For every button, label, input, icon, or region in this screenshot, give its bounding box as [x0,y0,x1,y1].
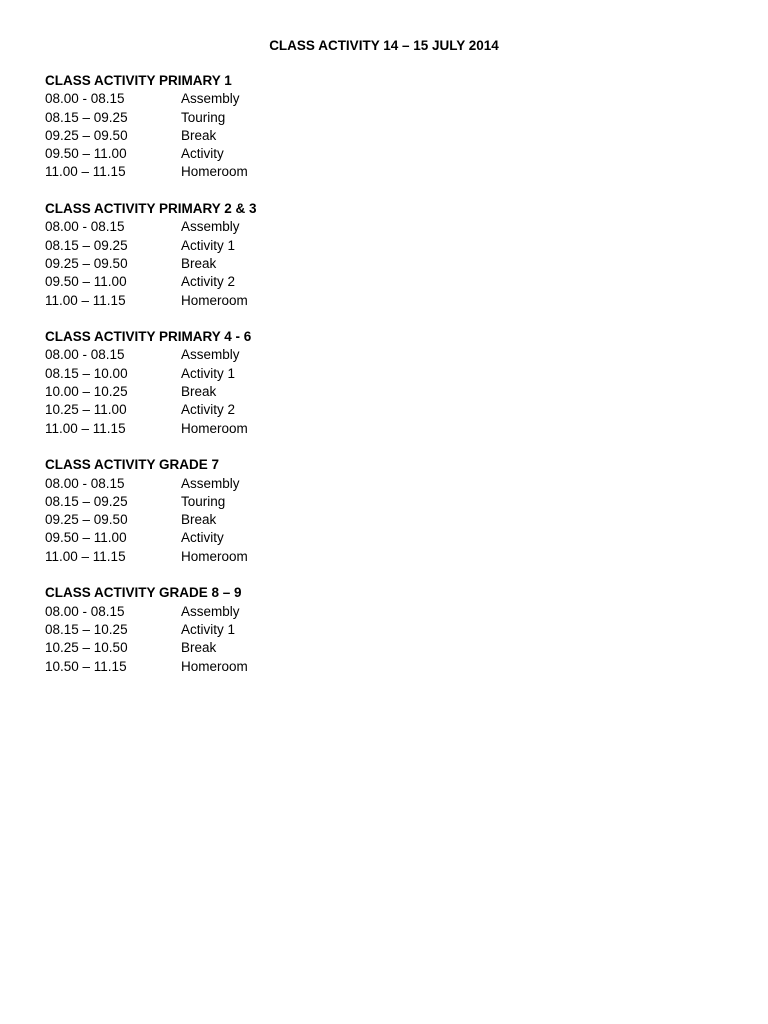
schedule-row [45,621,645,639]
schedule-section-grade-7 [45,456,645,566]
time-range: 08.00 - 08.15 [45,219,125,235]
time-range: 11.00 – 11.15 [45,292,126,308]
time-range: 09.25 – 09.50 [45,127,128,143]
schedule-row [45,603,645,621]
schedule-row [45,365,645,383]
schedule-row [45,346,645,364]
schedule-row [45,90,645,108]
time-range: 08.15 – 09.25 [45,109,128,125]
time-range: 11.00 – 11.15 [45,164,126,180]
schedule-row [45,511,645,529]
activity-label: Assembly [181,91,240,107]
time-range: 08.15 – 10.25 [45,621,128,637]
schedule-section-primary-1 [45,72,645,182]
time-range: 10.25 – 11.00 [45,402,127,418]
schedule-section-primary-2-3 [45,200,645,310]
activity-label: Break [181,384,217,400]
schedule-row [45,548,645,566]
schedule-section-grade-8-9 [45,584,645,675]
time-range: 10.00 – 10.25 [45,384,128,400]
time-range: 08.15 – 09.25 [45,237,128,253]
section-heading: CLASS ACTIVITY GRADE 7 [45,457,220,473]
activity-label: Assembly [181,347,240,363]
activity-label: Homeroom [181,164,248,180]
schedule-row [45,493,645,511]
activity-label: Break [181,512,217,528]
section-heading: CLASS ACTIVITY PRIMARY 4 - 6 [45,329,252,345]
activity-label: Activity 1 [181,365,236,381]
document-title: CLASS ACTIVITY 14 – 15 JULY 2014 [269,38,499,53]
time-range: 11.00 – 11.15 [45,548,126,564]
activity-label: Assembly [181,603,240,619]
time-range: 10.25 – 10.50 [45,640,128,656]
schedule-row [45,273,645,291]
activity-label: Activity [181,146,224,162]
activity-label: Homeroom [181,658,248,674]
time-range: 09.25 – 09.50 [45,255,128,271]
schedule-row [45,145,645,163]
schedule-row [45,529,645,547]
schedule-row [45,420,645,438]
time-range: 09.50 – 11.00 [45,530,127,546]
activity-label: Homeroom [181,548,248,564]
schedule-row [45,218,645,236]
activity-label: Activity 2 [181,402,236,418]
time-range: 10.50 – 11.15 [45,658,127,674]
schedule-sections [45,72,645,694]
schedule-row [45,292,645,310]
activity-label: Activity 1 [181,621,236,637]
activity-label: Break [181,255,217,271]
schedule-row [45,109,645,127]
schedule-row [45,127,645,145]
schedule-row [45,401,645,419]
schedule-row [45,255,645,273]
time-range: 09.50 – 11.00 [45,146,127,162]
activity-label: Break [181,640,217,656]
activity-label: Assembly [181,219,240,235]
time-range: 08.00 - 08.15 [45,603,125,619]
schedule-section-primary-4-6 [45,328,645,438]
time-range: 09.25 – 09.50 [45,512,128,528]
activity-label: Break [181,127,217,143]
activity-label: Assembly [181,475,240,491]
time-range: 08.15 – 10.00 [45,365,128,381]
schedule-row [45,639,645,657]
time-range: 08.00 - 08.15 [45,91,125,107]
section-heading: CLASS ACTIVITY GRADE 8 – 9 [45,585,242,601]
schedule-row [45,658,645,676]
schedule-row [45,475,645,493]
activity-label: Activity 2 [181,274,236,290]
time-range: 08.00 - 08.15 [45,347,125,363]
time-range: 08.00 - 08.15 [45,475,125,491]
activity-label: Homeroom [181,420,248,436]
activity-label: Activity [181,530,224,546]
section-heading: CLASS ACTIVITY PRIMARY 2 & 3 [45,201,257,217]
activity-label: Homeroom [181,292,248,308]
schedule-row [45,237,645,255]
activity-label: Touring [181,109,226,125]
time-range: 08.15 – 09.25 [45,493,128,509]
time-range: 09.50 – 11.00 [45,274,127,290]
time-range: 11.00 – 11.15 [45,420,126,436]
schedule-row [45,383,645,401]
schedule-row [45,163,645,181]
activity-label: Touring [181,493,226,509]
activity-label: Activity 1 [181,237,236,253]
section-heading: CLASS ACTIVITY PRIMARY 1 [45,73,232,88]
